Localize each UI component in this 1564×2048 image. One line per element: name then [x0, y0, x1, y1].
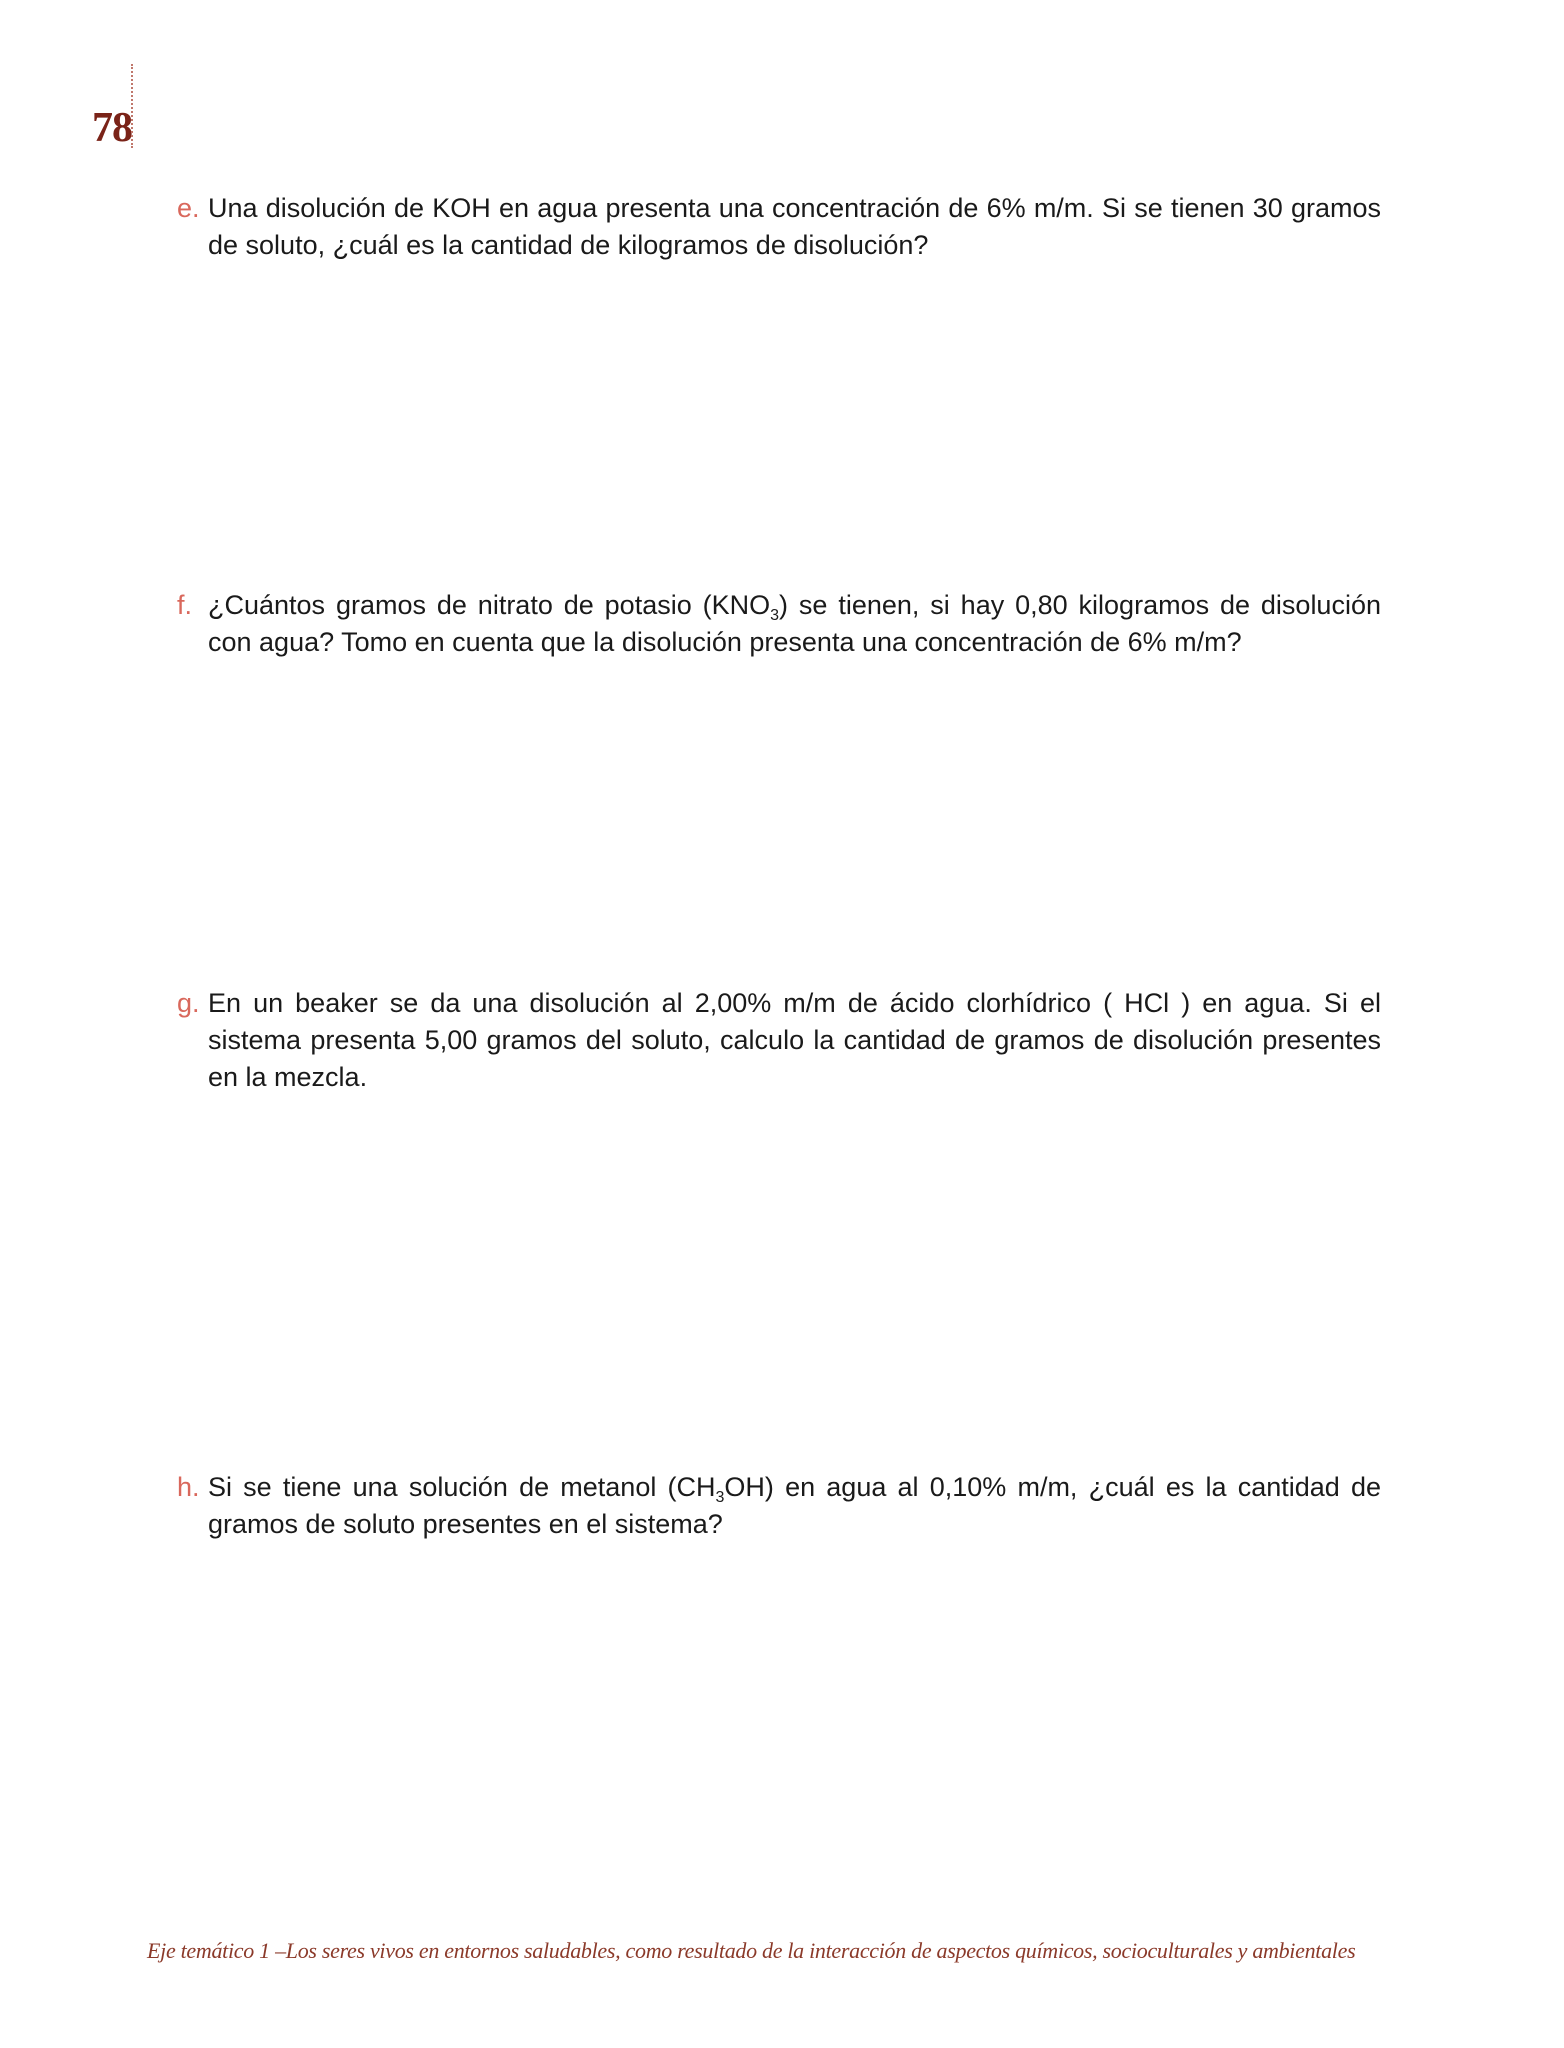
question-f: [177, 587, 1381, 661]
question-text: [208, 1469, 1381, 1543]
question-text: Una disolución de KOH en agua presenta una concentración de 6% m/m. Si se tienen 30 gramos de soluto, ¿cuál es la cantidad de kilogramos de disolución?: [208, 193, 1381, 260]
text-part: ) se tienen, si hay 0,80 kilogramos de disolución con agua? Tomo en cuenta que la disolución presenta una concentración de 6% m/m?: [208, 590, 1381, 657]
text-part: OH) en agua al 0,10% m/m, ¿cuál es la cantidad de gramos de soluto presentes en el sistema?: [208, 1472, 1381, 1539]
question-g: [177, 985, 1381, 1096]
subscript: 3: [770, 607, 780, 624]
question-label: e.: [177, 193, 200, 223]
page-number: 78: [92, 105, 132, 151]
dotted-divider: [131, 64, 133, 148]
question-text: [208, 587, 1381, 661]
question-e: [177, 190, 1381, 264]
question-label: h.: [177, 1472, 200, 1502]
text-part: Si se tiene una solución de metanol (CH: [208, 1472, 716, 1502]
text-part: ¿Cuántos gramos de nitrato de potasio (KNO: [208, 590, 771, 620]
question-label: g.: [177, 988, 200, 1018]
footer-running-title: Eje temático 1 –Los seres vivos en entornos saludables, como resultado de la interacción de aspectos químicos, socioculturales y ambientales: [147, 1938, 1356, 1963]
question-h: [177, 1469, 1381, 1543]
subscript: 3: [715, 1489, 725, 1506]
question-label: f.: [177, 590, 193, 620]
question-text: En un beaker se da una disolución al 2,00% m/m de ácido clorhídrico ( HCl ) en agua. Si el sistema presenta 5,00 gramos del soluto, calculo la cantidad de gramos de disolución presentes en la mezcla.: [208, 988, 1381, 1092]
